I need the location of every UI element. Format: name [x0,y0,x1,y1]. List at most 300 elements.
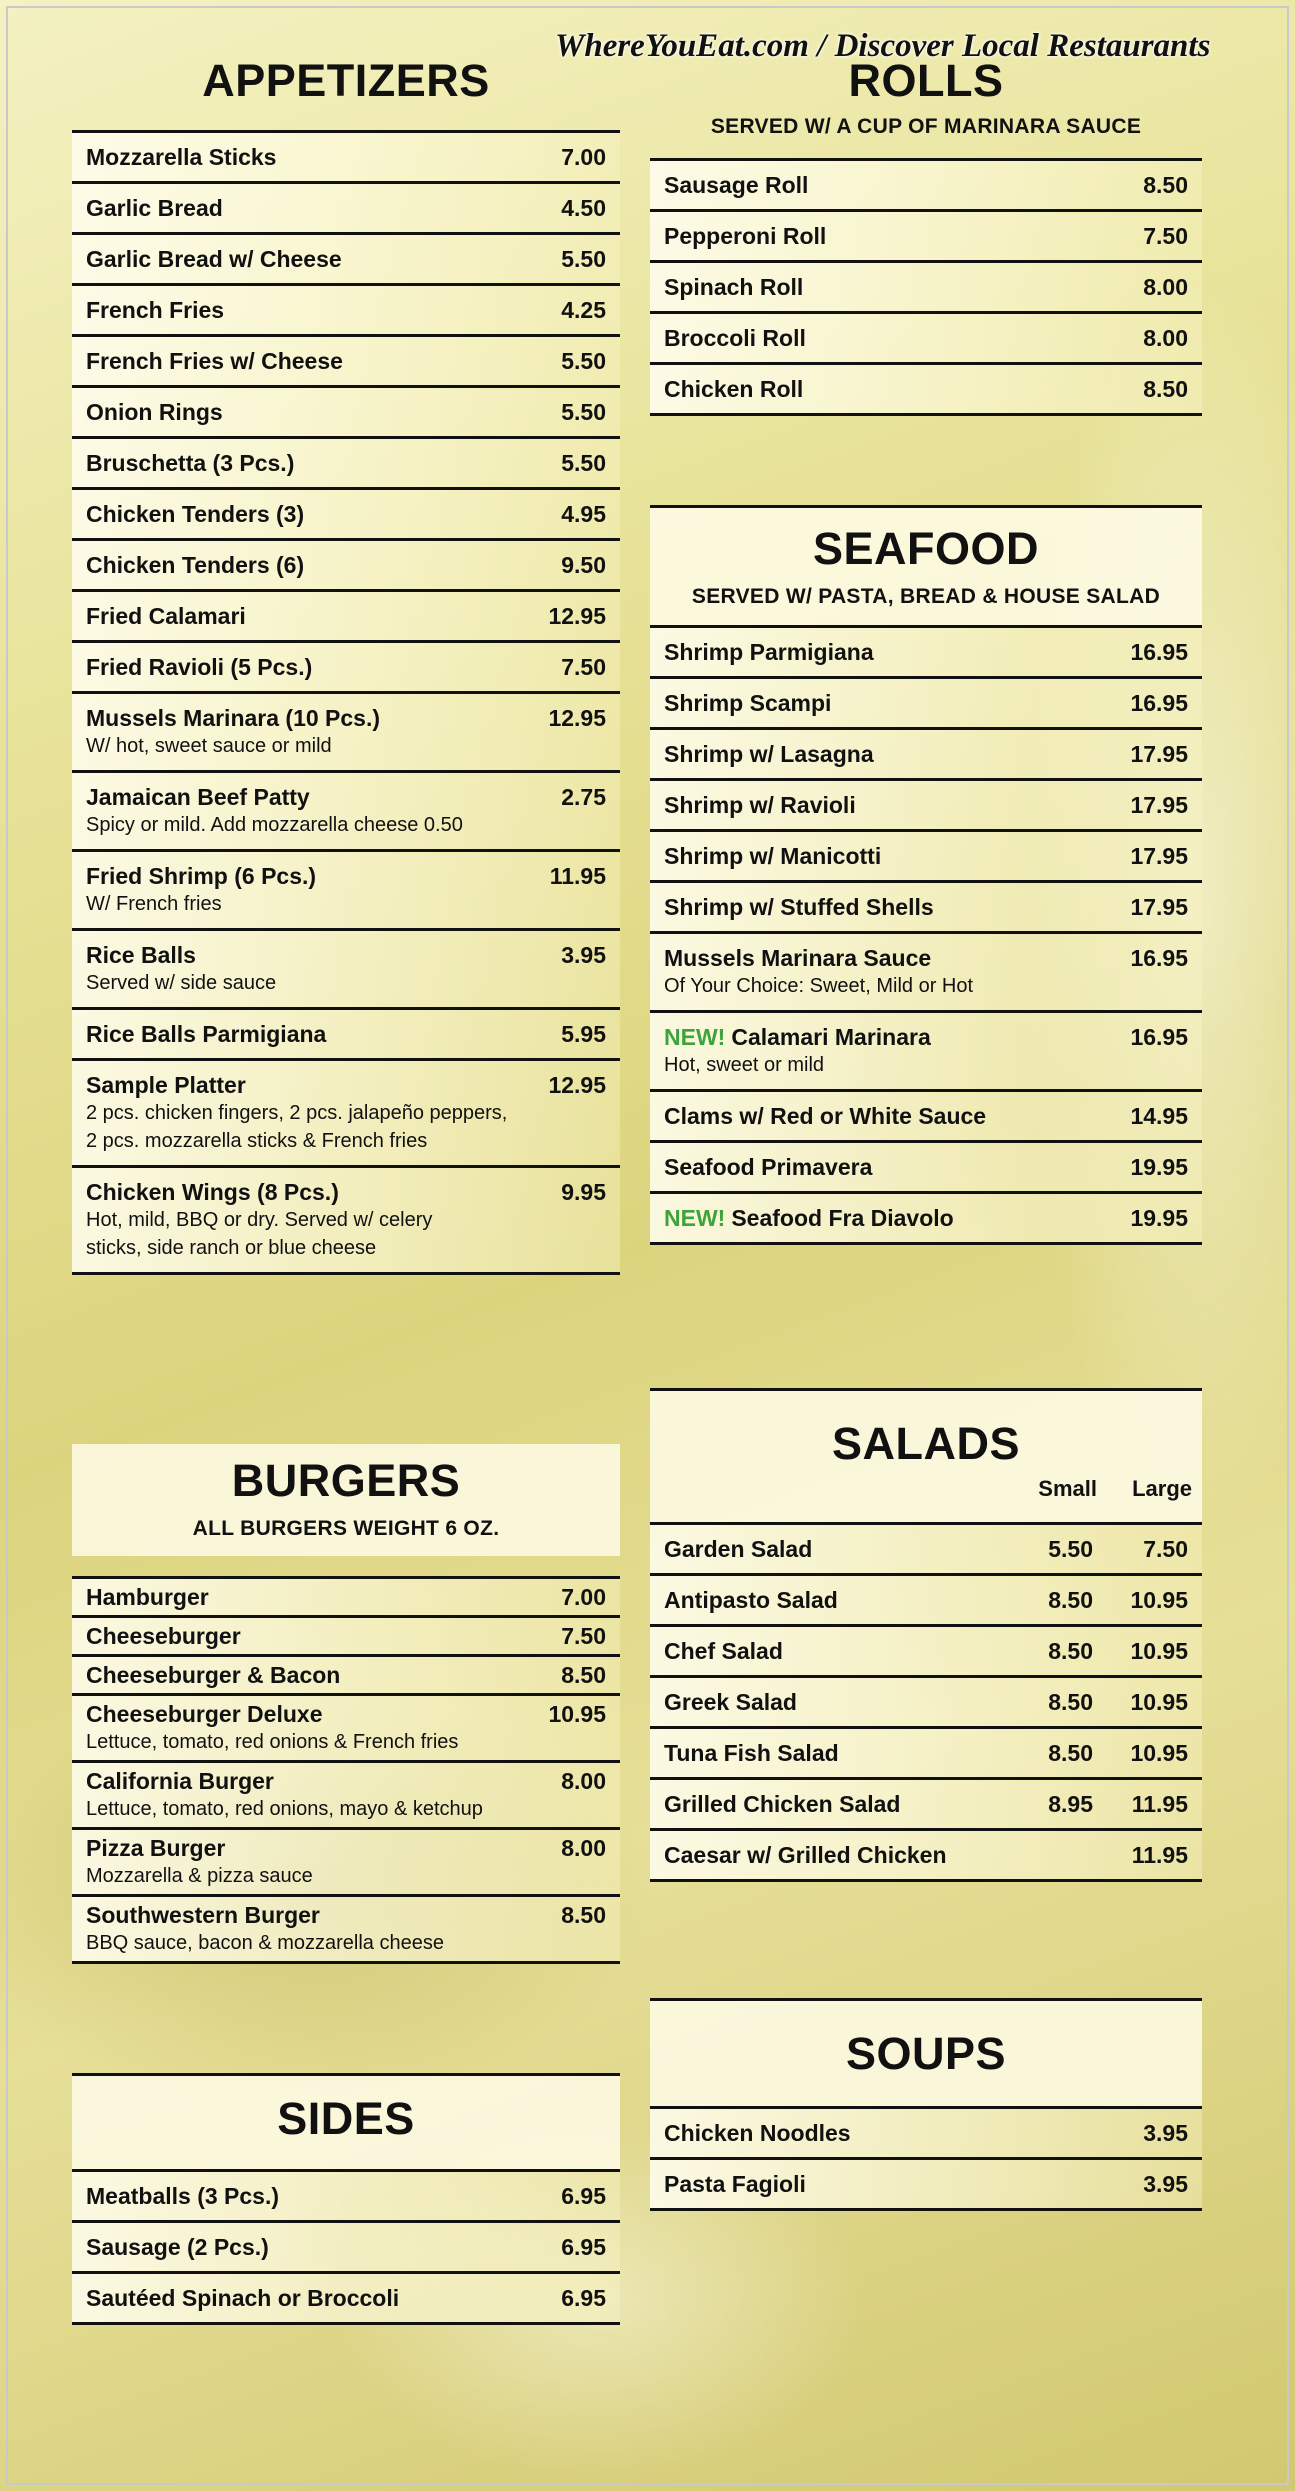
menu-item-prices [998,1586,1188,1614]
price-large: 10.95 [1130,1689,1188,1715]
price-large: 10.95 [1130,1587,1188,1613]
menu-item-price: 12.95 [548,705,606,731]
menu-item-text [86,783,463,839]
menu-item-text [86,941,276,997]
appetizers-list [72,130,620,1275]
menu-item [72,852,620,931]
menu-item-price: 12.95 [548,1072,606,1098]
menu-item-price: 16.95 [1130,1024,1188,1050]
menu-item-name: Rice Balls [86,942,196,968]
menu-item [72,694,620,773]
menu-item-text [86,551,304,579]
menu-item [72,2274,620,2325]
menu-item-name-line [86,1901,444,1929]
menu-item [650,161,1202,212]
appetizers-title: APPETIZERS [202,55,490,106]
menu-item-text [664,791,856,819]
menu-item-name-line [664,689,831,717]
price-small: 8.50 [1048,1740,1093,1766]
menu-item-text [86,1901,444,1957]
menu-item [650,1576,1202,1627]
menu-item-name: Calamari Marinara [731,1024,931,1050]
menu-item-price: 3.95 [561,942,606,968]
menu-item-price: 6.95 [561,2234,606,2260]
menu-item-name: Shrimp w/ Lasagna [664,741,874,767]
menu-item-name-line [664,1688,797,1716]
menu-item-name-line [664,222,826,250]
menu-item-name-line [86,194,223,222]
menu-item-price: 16.95 [1130,945,1188,971]
sides-header [72,2073,620,2169]
burgers-title: BURGERS [231,1455,461,1506]
menu-item [72,337,620,388]
rolls-list [650,158,1202,416]
menu-item [650,628,1202,679]
menu-item-name-line [86,1661,340,1689]
sides-section [72,2073,620,2325]
menu-item-description: 2 pcs. mozzarella sticks & French fries [86,1130,428,1152]
menu-item-name-line [664,842,881,870]
menu-item-price: 8.00 [561,1835,606,1861]
menu-item-name: Fried Shrimp (6 Pcs.) [86,863,317,889]
soups-section [650,1998,1202,2211]
menu-item [72,235,620,286]
menu-item [650,1013,1202,1092]
menu-item-text [86,398,223,426]
menu-item-name-line [664,1535,812,1563]
menu-item-price: 19.95 [1130,1205,1188,1231]
menu-item [72,1763,620,1830]
menu-item-description: BBQ sauce, bacon & mozzarella cheese [86,1932,444,1954]
menu-item-name: Cheeseburger Deluxe [86,1701,323,1727]
price-large: 10.95 [1130,1740,1188,1766]
menu-item [650,832,1202,883]
menu-item-name-line [664,1204,954,1232]
menu-item-name: Shrimp w/ Manicotti [664,843,882,869]
menu-item [72,184,620,235]
menu-item-name-line [86,296,224,324]
menu-item-name-line [86,1020,326,1048]
menu-item-text [664,740,874,768]
menu-item [650,781,1202,832]
menu-item-price: 2.75 [561,784,606,810]
menu-item [72,1897,620,1964]
menu-item [72,931,620,1010]
menu-item-text [664,1841,947,1869]
menu-item-price: 11.95 [549,863,606,889]
menu-item-description: Lettuce, tomato, red onions, mayo & ketchup [86,1798,483,1820]
menu-item-price: 8.00 [1143,325,1188,351]
menu-item-text [664,171,808,199]
menu-item-name: Tuna Fish Salad [664,1740,839,1766]
seafood-section [650,505,1202,1245]
salads-size-labels [650,1476,1202,1506]
menu-item-name: Seafood Primavera [664,1154,873,1180]
soups-header [650,1998,1202,2106]
menu-item-text [86,653,312,681]
menu-item-text [86,500,304,528]
menu-item-text [86,1834,313,1890]
menu-item-text [664,2119,851,2147]
price-small: 8.50 [1048,1587,1093,1613]
menu-item-name: Fried Ravioli (5 Pcs.) [86,654,313,680]
menu-item-price: 7.00 [561,144,606,170]
menu-item-name-line [86,1767,483,1795]
menu-item [72,1830,620,1897]
menu-item-name: Southwestern Burger [86,1902,320,1928]
menu-item-name: Mussels Marinara (10 Pcs.) [86,705,381,731]
menu-item-name: Spinach Roll [664,274,804,300]
menu-item-text [664,273,803,301]
menu-item-price: 7.00 [561,1584,606,1610]
menu-item-name-line [86,2233,269,2261]
menu-item-name: Cheeseburger & Bacon [86,1662,341,1688]
menu-item-description: W/ hot, sweet sauce or mild [86,735,332,757]
menu-item-name-line [664,740,874,768]
menu-item-prices [998,1535,1188,1563]
menu-item-name-line [664,2119,851,2147]
menu-item-text [664,1102,986,1130]
menu-item-text [664,1586,838,1614]
menu-item-name: Shrimp w/ Ravioli [664,792,856,818]
menu-item-name: Caesar w/ Grilled Chicken [664,1842,947,1868]
menu-item-name-line [664,638,874,666]
menu-item [72,592,620,643]
menu-item-name-line [664,1102,986,1130]
menu-item [650,1092,1202,1143]
menu-item-name: Mozzarella Sticks [86,144,277,170]
menu-item-name-line [664,1586,838,1614]
menu-item-name: Mussels Marinara Sauce [664,945,932,971]
menu-item-price: 4.25 [561,297,606,323]
seafood-header [650,505,1202,625]
new-badge: NEW! [664,1205,726,1231]
menu-item-name: Seafood Fra Diavolo [731,1205,954,1231]
menu-item-name-line [86,500,304,528]
menu-item-description: Hot, mild, BBQ or dry. Served w/ celery [86,1209,433,1231]
menu-item-text [86,1583,209,1611]
menu-item [72,1657,620,1696]
sides-title: SIDES [277,2093,415,2144]
menu-item-name-line [86,1071,507,1099]
menu-item-price: 9.50 [561,552,606,578]
menu-item-price: 8.50 [1143,376,1188,402]
menu-item-name: Pizza Burger [86,1835,226,1861]
menu-item-price: 6.95 [561,2183,606,2209]
menu-item-price: 12.95 [548,603,606,629]
menu-item-text [664,375,803,403]
menu-item-price: 14.95 [1130,1103,1188,1129]
menu-item-name-line [86,653,312,681]
menu-item-description: Spicy or mild. Add mozzarella cheese 0.50 [86,814,463,836]
menu-item-text [86,449,294,477]
menu-item-text [664,1688,797,1716]
menu-item-name-line [86,245,342,273]
menu-item-name: Clams w/ Red or White Sauce [664,1103,987,1129]
menu-item-description: Hot, sweet or mild [664,1054,825,1076]
menu-item-description: Served w/ side sauce [86,972,277,994]
seafood-list [650,625,1202,1245]
menu-item-text [664,893,934,921]
menu-item-name: Antipasto Salad [664,1587,838,1613]
menu-item-name-line [664,375,803,403]
menu-item-text [664,324,806,352]
menu-item-text [664,638,874,666]
menu-item [650,1831,1202,1882]
menu-item-text [86,1700,458,1756]
menu-item [650,1678,1202,1729]
menu-item-name-line [86,602,246,630]
menu-item-text [664,842,881,870]
menu-item [650,1729,1202,1780]
menu-item-name: Meatballs (3 Pcs.) [86,2183,280,2209]
menu-item-price: 8.00 [1143,274,1188,300]
menu-item-prices [998,1790,1188,1818]
rolls-subtitle: SERVED W/ A CUP OF MARINARA SAUCE [710,115,1142,138]
seafood-title: SEAFOOD [812,523,1040,574]
menu-item-price: 16.95 [1130,690,1188,716]
menu-item-name-line [664,1841,947,1869]
menu-item-name: Sample Platter [86,1072,246,1098]
menu-item-text [86,2284,399,2312]
menu-item-text [664,944,973,1000]
menu-item-price: 7.50 [561,654,606,680]
menu-item-price: 8.50 [561,1662,606,1688]
menu-item-name-line [86,1700,458,1728]
menu-item-text [664,1790,900,1818]
menu-item-price: 7.50 [1143,223,1188,249]
menu-item-name-line [664,171,808,199]
menu-item [650,2109,1202,2160]
menu-item-name: Chicken Tenders (3) [86,501,305,527]
menu-item-description: W/ French fries [86,893,222,915]
appetizers-section [72,42,620,1275]
menu-item-price: 7.50 [561,1623,606,1649]
menu-item-name-line [86,941,276,969]
menu-item-name-line [86,551,304,579]
menu-item-price: 19.95 [1130,1154,1188,1180]
menu-item-text [664,1153,872,1181]
menu-item [72,439,620,490]
menu-item-text [86,347,343,375]
menu-item-text [86,1767,483,1823]
menu-item-text [86,143,276,171]
burgers-subtitle: ALL BURGERS WEIGHT 6 OZ. [192,1517,500,1540]
price-large: 10.95 [1130,1638,1188,1664]
menu-item-text [664,1535,812,1563]
menu-item-price: 8.50 [1143,172,1188,198]
menu-item [650,212,1202,263]
menu-item-name: Garlic Bread [86,195,223,221]
salads-header [650,1388,1202,1522]
burgers-header [72,1444,620,1556]
menu-item [72,2172,620,2223]
menu-item-prices [998,1688,1188,1716]
menu-item-description: sticks, side ranch or blue cheese [86,1237,377,1259]
menu-item-text [664,1739,839,1767]
menu-item-price: 5.95 [561,1021,606,1047]
menu-item-name-line [664,1790,900,1818]
menu-item-name-line [86,2182,279,2210]
menu-item-price: 9.95 [561,1179,606,1205]
menu-item-name-line [664,1739,839,1767]
menu-item-name-line [86,2284,399,2312]
soups-title: SOUPS [845,2028,1007,2079]
menu-item-text [86,296,224,324]
seafood-subtitle: SERVED W/ PASTA, BREAD & HOUSE SALAD [691,585,1161,608]
menu-item-name: Chicken Noodles [664,2120,851,2146]
salads-title: SALADS [831,1418,1020,1469]
watermark: WhereYouEat.com / Discover Local Restaurants [555,28,1211,64]
menu-item [72,1618,620,1657]
menu-item [650,2160,1202,2211]
salads-section [650,1388,1202,1882]
price-large: 11.95 [1131,1791,1188,1817]
menu-item-text [664,222,826,250]
menu-item-text [664,1204,954,1232]
menu-item-name-line [664,1023,931,1051]
menu-item-name: Fried Calamari [86,603,246,629]
menu-item-price: 3.95 [1143,2171,1188,2197]
menu-item-price: 17.95 [1130,843,1188,869]
menu-item-prices [998,1739,1188,1767]
menu-item-text [86,602,246,630]
menu-item [650,679,1202,730]
menu-item-name-line [86,449,294,477]
menu-item [72,133,620,184]
menu-item-name: Sausage (2 Pcs.) [86,2234,269,2260]
price-small [998,1841,1093,1869]
menu-item [650,1194,1202,1245]
menu-item-name: Chicken Tenders (6) [86,552,305,578]
menu-item-text [86,1071,507,1155]
menu-item-name-line [664,791,856,819]
menu-item [72,1168,620,1275]
menu-item-description: Lettuce, tomato, red onions & French fries [86,1731,459,1753]
menu-item-text [86,2233,269,2261]
menu-item-price: 3.95 [1143,2120,1188,2146]
menu-item [650,1525,1202,1576]
menu-item-price: 17.95 [1130,894,1188,920]
menu-item-name: French Fries w/ Cheese [86,348,343,374]
menu-item-name-line [86,1834,313,1862]
menu-item-description: Of Your Choice: Sweet, Mild or Hot [664,975,974,997]
menu-item [650,1143,1202,1194]
menu-item-name-line [664,944,973,972]
price-small: 8.95 [1048,1791,1093,1817]
menu-item [72,1696,620,1763]
menu-item [650,730,1202,781]
menu-item-name: California Burger [86,1768,274,1794]
menu-item [650,1780,1202,1831]
menu-item-description: 2 pcs. chicken fingers, 2 pcs. jalapeño peppers, [86,1102,508,1124]
menu-item-name: Cheeseburger [86,1623,241,1649]
menu-item-name-line [86,347,343,375]
menu-item [72,643,620,694]
menu-item-name: Chicken Roll [664,376,804,402]
rolls-section [650,52,1202,416]
new-badge: NEW! [664,1024,726,1050]
menu-item-name: Broccoli Roll [664,325,806,351]
menu-item-price: 8.00 [561,1768,606,1794]
menu-item [72,1061,620,1168]
menu-item-name: Shrimp Scampi [664,690,832,716]
menu-item-price: 5.50 [561,246,606,272]
menu-item-name-line [86,398,223,426]
menu-item-name-line [86,783,463,811]
menu-item-name-line [86,1583,209,1611]
rolls-title: ROLLS [848,55,1004,106]
price-small: 8.50 [1048,1638,1093,1664]
menu-item-text [86,245,342,273]
menu-item [72,541,620,592]
menu-item-name-line [664,1637,783,1665]
menu-item-name-line [664,324,806,352]
menu-item [72,388,620,439]
menu-item-name-line [86,1622,241,1650]
soups-list [650,2106,1202,2211]
menu-item-name-line [664,1153,872,1181]
menu-item-name-line [86,862,316,890]
menu-item-prices [998,1637,1188,1665]
menu-item-name-line [664,273,803,301]
menu-item-name: Shrimp Parmigiana [664,639,874,665]
menu-item [72,2223,620,2274]
appetizers-header [72,42,620,130]
menu-item-text [86,1020,326,1048]
menu-item-description: Mozzarella & pizza sauce [86,1865,313,1887]
menu-item [650,883,1202,934]
menu-item-name: Sautéed Spinach or Broccoli [86,2285,400,2311]
sides-list [72,2169,620,2325]
price-large: 11.95 [1131,1842,1188,1868]
menu-item-price: 5.50 [561,399,606,425]
menu-item-name: Hamburger [86,1584,209,1610]
menu-item-name: Garlic Bread w/ Cheese [86,246,342,272]
size-label-large: Large [1132,1476,1192,1501]
price-small: 8.50 [1048,1689,1093,1715]
menu-item-name: Shrimp w/ Stuffed Shells [664,894,934,920]
menu-item-name-line [664,2170,806,2198]
menu-item-name: Pepperoni Roll [664,223,827,249]
menu-item-price: 5.50 [561,348,606,374]
rolls-header [650,52,1202,158]
menu-item [650,263,1202,314]
menu-item-name: French Fries [86,297,225,323]
menu-item-name-line [86,1178,432,1206]
menu-item [72,1010,620,1061]
menu-item-name: Rice Balls Parmigiana [86,1021,327,1047]
menu-item-name: Grilled Chicken Salad [664,1791,901,1817]
menu-item [650,934,1202,1013]
menu-item-name: Sausage Roll [664,172,809,198]
menu-item-text [664,1023,931,1079]
menu-item-name-line [664,893,934,921]
burgers-section [72,1444,620,1964]
menu-item [72,1579,620,1618]
menu-item-text [664,1637,783,1665]
menu-item-text [664,689,831,717]
menu-item-name: Garden Salad [664,1536,813,1562]
menu-item-name: Bruschetta (3 Pcs.) [86,450,295,476]
menu-item-name-line [86,143,276,171]
menu-item-price: 6.95 [561,2285,606,2311]
menu-item-text [86,194,223,222]
menu-item-text [86,1622,241,1650]
menu-item-prices [998,1841,1188,1869]
menu-item-text [86,2182,279,2210]
menu-item-text [664,2170,806,2198]
